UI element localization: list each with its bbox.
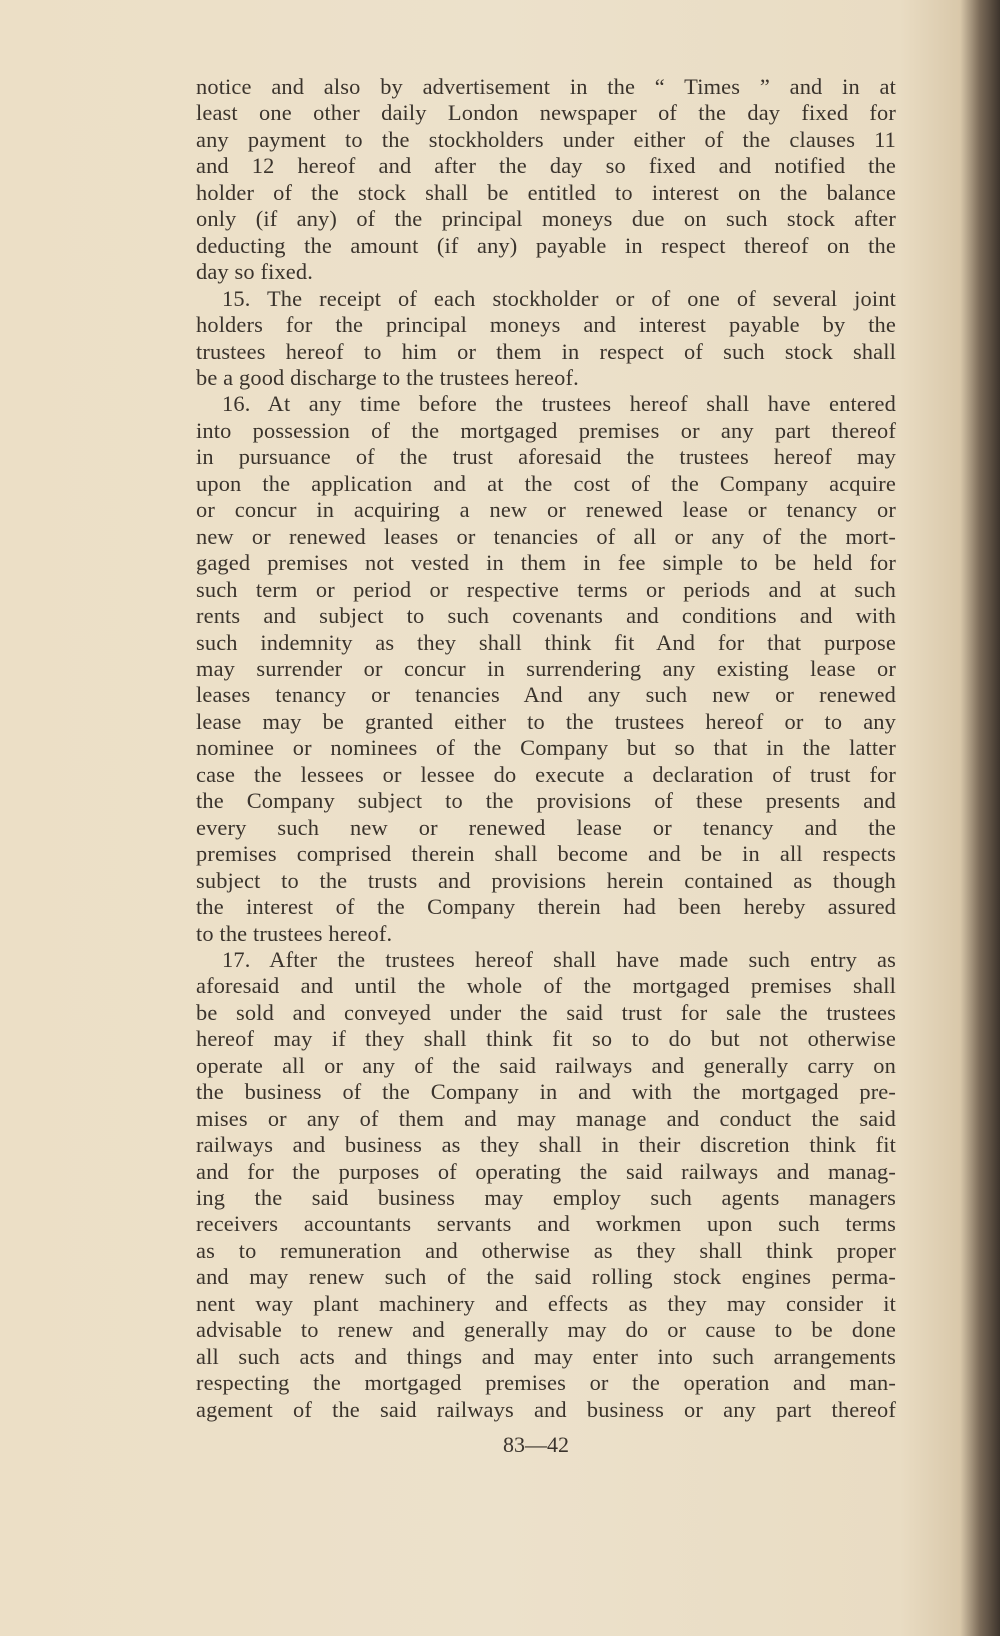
text-line: the Company subject to the provisions of these presents and [196,788,896,814]
text-line: all such acts and things and may enter into such arrangements [196,1343,896,1369]
text-line: be sold and conveyed under the said trust for sale the trustees [196,999,896,1025]
text-line: in pursuance of the trust aforesaid the trustees hereof may [196,444,896,470]
text-line: into possession of the mortgaged premises or any part thereof [196,417,896,443]
text-line: such term or period or respective terms or periods and at such [196,576,896,602]
text-line: day so fixed. [196,259,313,285]
text-line: such indemnity as they shall think fit And for that purpose [196,629,896,655]
text-line: mises or any of them and may manage and conduct the said [196,1105,896,1131]
text-line: as to remuneration and otherwise as they shall think proper [196,1237,896,1263]
text-line: and may renew such of the said rolling stock engines perma- [196,1264,896,1290]
text-line: railways and business as they shall in their discretion think fit [196,1132,896,1158]
text-line: holder of the stock shall be entitled to interest on the balance [196,179,896,205]
text-line: any payment to the stockholders under either of the clauses 11 [196,126,896,152]
text-line: operate all or any of the said railways and generally carry on [196,1052,896,1078]
text-line: rents and subject to such covenants and conditions and with [196,603,896,629]
text-line: agement of the said railways and business or any part thereof [196,1396,896,1422]
text-line: new or renewed leases or tenancies of all or any of the mort- [196,523,896,549]
clause-15-start: 15. The receipt of each stockholder or of one of several joint [222,285,896,311]
text-line: and for the purposes of operating the said railways and manag- [196,1158,896,1184]
text-line: every such new or renewed lease or tenancy and the [196,814,896,840]
text-line: nominee or nominees of the Company but so that in the latter [196,735,896,761]
text-line: notice and also by advertisement in the “ Times ” and in at [196,74,896,99]
text-line: advisable to renew and generally may do or cause to be done [196,1317,896,1343]
page-signature: 83—42 [503,1432,569,1457]
text-line: respecting the mortgaged premises or the operation and man- [196,1370,896,1396]
text-line: the interest of the Company therein had been hereby assured [196,894,896,920]
text-line: gaged premises not vested in them in fee simple to be held for [196,550,896,576]
text-line: holders for the principal moneys and interest payable by the [196,312,896,338]
text-line: or concur in acquiring a new or renewed lease or tenancy or [196,497,896,523]
text-line: leases tenancy or tenancies And any such new or renewed [196,682,896,708]
text-line: least one other daily London newspaper of the day fixed for [196,100,896,126]
text-line: ing the said business may employ such agents managers [196,1185,896,1211]
text-line: hereof may if they shall think fit so to do but not otherwise [196,1026,896,1052]
text-line: lease may be granted either to the trustees hereof or to any [196,708,896,734]
text-line: and 12 hereof and after the day so fixed and notified the [196,153,896,179]
clause-17-start: 17. After the trustees hereof shall have made such entry as [222,946,896,972]
body-text [196,74,896,1423]
text-line: upon the application and at the cost of the Company acquire [196,470,896,496]
text-line: subject to the trusts and provisions herein contained as though [196,867,896,893]
text-line: nent way plant machinery and effects as they may consider it [196,1290,896,1316]
text-line: case the lessees or lessee do execute a declaration of trust for [196,761,896,787]
text-line: the business of the Company in and with the mortgaged pre- [196,1079,896,1105]
text-line: deducting the amount (if any) payable in respect thereof on the [196,232,896,258]
clause-16-start: 16. At any time before the trustees hereof shall have entered [222,391,896,417]
text-line: trustees hereof to him or them in respect of such stock shall [196,338,896,364]
text-line: may surrender or concur in surrendering any existing lease or [196,655,896,681]
text-line: aforesaid and until the whole of the mortgaged premises shall [196,973,896,999]
text-line: premises comprised therein shall become and be in all respects [196,841,896,867]
text-line: receivers accountants servants and workmen upon such terms [196,1211,896,1237]
text-line: to the trustees hereof. [196,920,393,946]
text-line: only (if any) of the principal moneys due on such stock after [196,206,896,232]
text-line: be a good discharge to the trustees hereof. [196,364,579,390]
